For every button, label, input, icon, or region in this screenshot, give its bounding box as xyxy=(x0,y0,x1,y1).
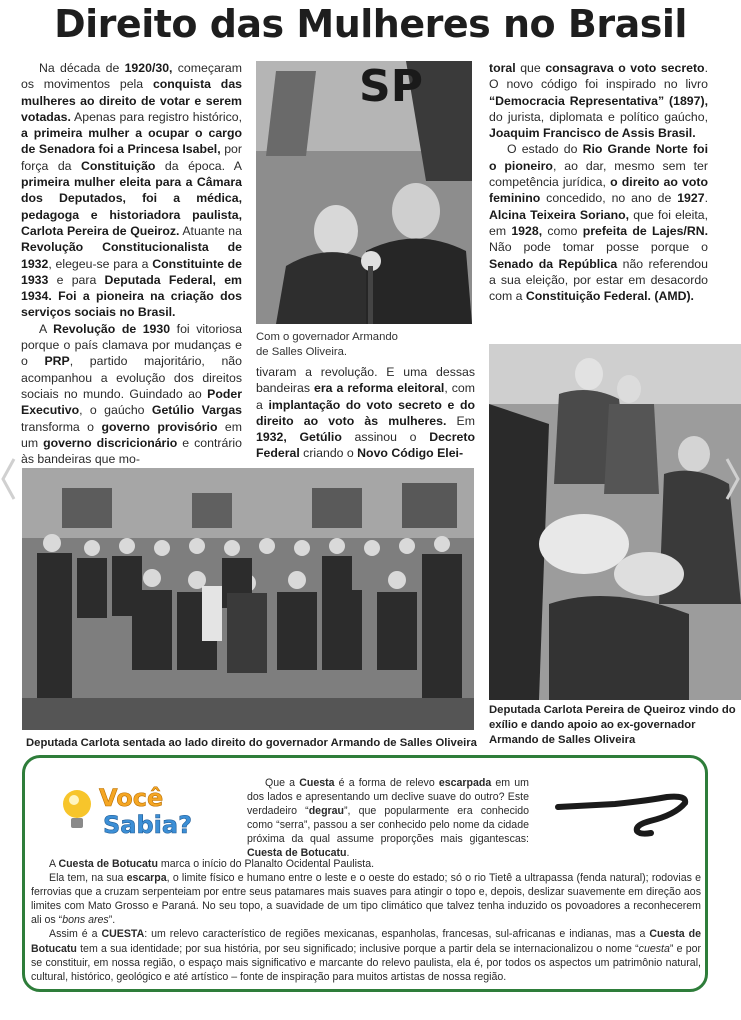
previous-arrow-icon[interactable] xyxy=(0,457,16,501)
sign-text: SP xyxy=(359,61,423,112)
box-body xyxy=(31,857,701,984)
exile-photo-caption: Deputada Carlota Pereira de Queiroz vindo do exílio e dando apoio ao ex-governador Armando de Salles Oliveira xyxy=(489,704,736,746)
group-photo-caption: Deputada Carlota sentada ao lado direito do governador Armando de Salles Oliveira xyxy=(26,737,477,749)
box-intro xyxy=(247,776,529,861)
paragraph: toral que consagrava o voto secreto. O novo código foi inspirado no livro “Democracia Representativa” (1897), do jurista, diplomata e político gaúcho, Joaquim Francisco de Assis Brasil. xyxy=(489,61,708,141)
article-column-2 xyxy=(256,364,475,462)
paragraph: tivaram a revolução. E uma dessas bandeiras era a reforma eleitoral, com a implantação do voto secreto e do direito ao voto às mulheres. Em 1932, Getúlio assinou o Decreto Federal criando o Novo Código Elei- xyxy=(256,365,475,461)
paragraph: Na década de 1920/30, começaram os movimentos pela conquista das mulheres ao direito de votar e serem votadas. Apenas para registro histórico, a primeira mulher a ocupar o cargo de Senadora foi a Princesa Isabel, por força da Constituição da época. A primeira mulher eleita para a Câmara dos Deputados, foi a médica, pedagoga e historiadora paulista, Carlota Pereira de Queiroz. Atuante na Revolução Constitucionalista de 1932, elegeu-se para a Constituinte de 1933 e para Deputada Federal, em 1934. Foi a pioneira na criação dos serviços sociais no Brasil. xyxy=(21,61,243,320)
page-title: Direito das Mulheres no Brasil xyxy=(54,2,687,46)
exile-photo xyxy=(489,344,741,700)
paragraph: A Cuesta de Botucatu marca o início do Planalto Ocidental Paulista. xyxy=(49,858,375,870)
paragraph: O estado do Rio Grande Norte foi o pioneiro, ao dar, mesmo sem ter competência jurídica, o direito ao voto feminino concedido, no ano de 1927. Alcina Teixeira Soriano, que foi eleita, em 1928, como prefeita de Lajes/RN. Não pode tomar posse porque o Senado da República não referendou a sua eleição, por estar em desacordo com a Constituição Federal. (AMD). xyxy=(489,142,709,304)
next-arrow-icon[interactable] xyxy=(725,457,741,501)
scribble-mark xyxy=(555,793,705,838)
governor-photo xyxy=(256,61,472,324)
paragraph: Assim é a CUESTA: um relevo característico de regiões mexicanas, espanholas, francesas, sul-africanas e indianas, mas a Cuesta de Botucatu tem a sua identidade; por sua história, por seu significado; inclusive porque a partir dela se internacionalizou o nome “cuesta” e por se constituir, em nossa região, o espaço mais significativo e marcante do relevo paulista, ela é, por todos os aspectos um patrimônio natural, cultural, histórico, geológico e até artístico – fonte de inspiração para muitos artistas de nossa região. xyxy=(31,928,701,983)
group-photo xyxy=(22,468,474,730)
paragraph: Ela tem, na sua escarpa, o limite físico e humano entre o leste e o oeste do estado; só o rio Tietê a ultrapassa (fenda natural); rodovias e ferrovias que a cruzam serpenteiam por entre seus patamares mais suaves para atingir o topo e, depois, deslizar suavemente em direção aos limites com Mato Grosso e Paraná. No seu topo, a suavidade de um tipo climático que talvez tenha induzido os povoadores a reconhecerem ali os “bons ares”. xyxy=(31,872,701,927)
logo-line-1: Você xyxy=(99,784,164,812)
paragraph: Que a Cuesta é a forma de relevo escarpada em um dos lados e apresentando um declive suave do outro? Este verdadeiro “degrau”, que popularmente era conhecido como “serra”, passou a ser conhecido pelo nome da cidade próxima da qual assume proporções mais gigantescas: Cuesta de Botucatu. xyxy=(247,777,530,860)
voce-sabia-box xyxy=(22,755,708,992)
voce-sabia-logo xyxy=(59,778,219,838)
logo-line-2: Sabia? xyxy=(103,811,193,838)
governor-photo-caption: Com o governador Armando de Salles Oliveira. xyxy=(256,331,398,358)
article-column-3 xyxy=(489,60,708,304)
paragraph: A Revolução de 1930 foi vitoriosa porque o país clamava por mudanças e o PRP, partido majoritário, não acompanhou a evolução dos direitos sociais no mundo. Guindado ao Poder Executivo, o gaúcho Getúlio Vargas transforma o governo provisório em um governo discricionário e contrário às bandeiras que mo- xyxy=(21,321,242,467)
article-column-1 xyxy=(21,60,242,467)
